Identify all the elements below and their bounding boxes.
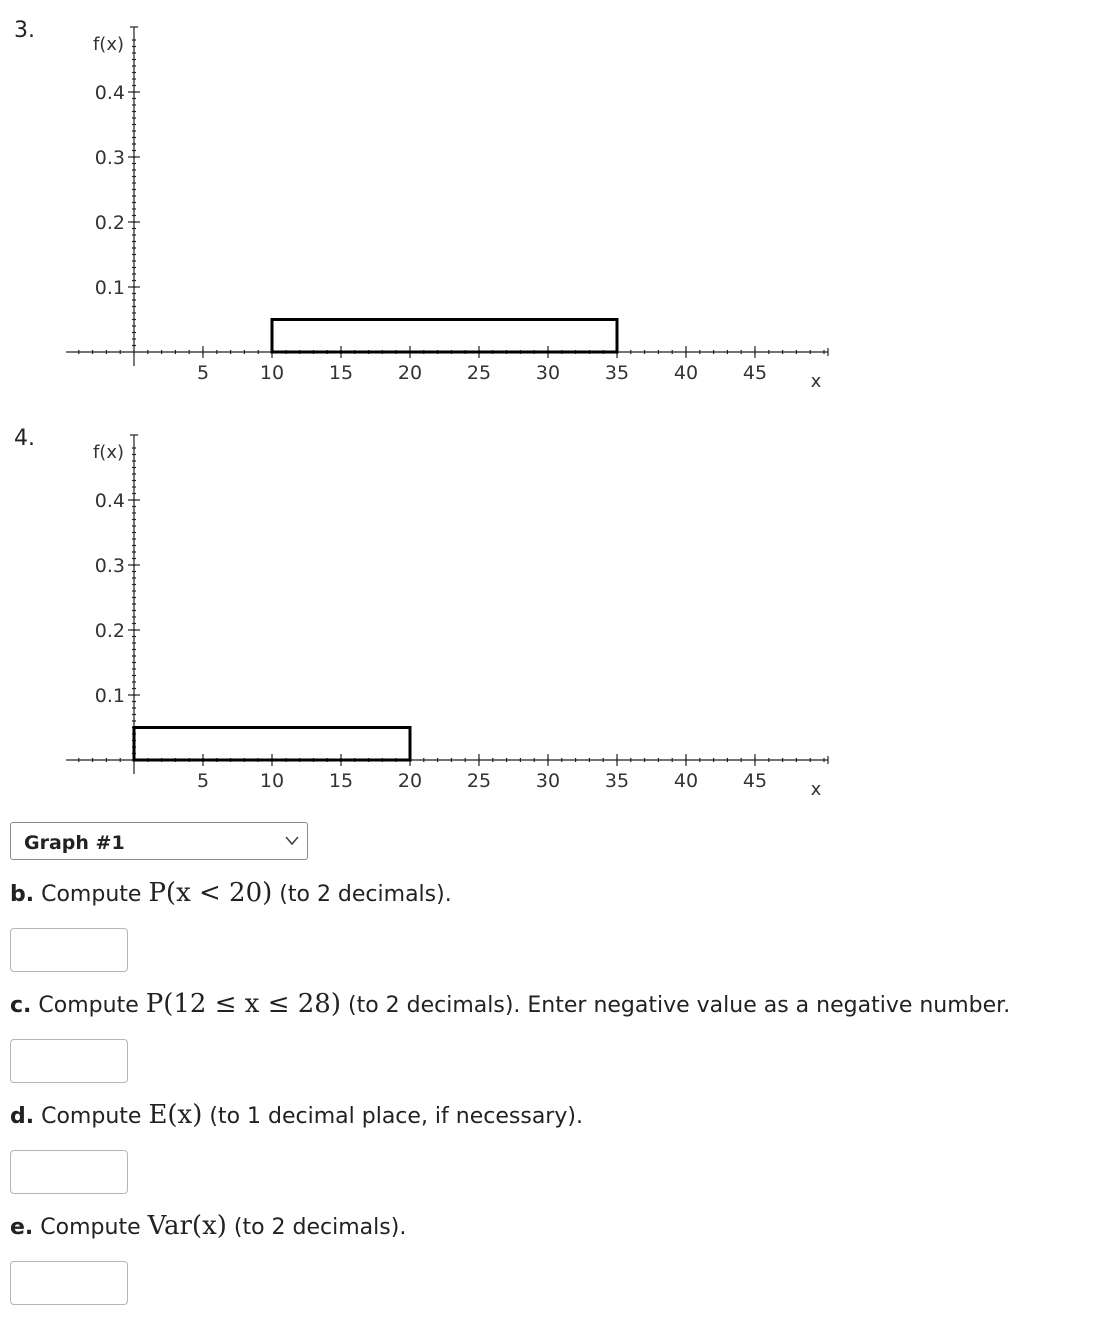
question-c xyxy=(10,989,1010,1019)
question-e xyxy=(10,1211,406,1241)
y-tick-label: 0.4 xyxy=(94,490,125,512)
question-letter: b. xyxy=(10,882,35,907)
question-letter: c. xyxy=(10,993,32,1018)
x-tick-label: 25 xyxy=(466,770,492,792)
question-math: P(x < 20) xyxy=(148,878,273,908)
chevron-down-icon xyxy=(285,836,299,846)
x-tick-label: 15 xyxy=(328,362,354,384)
question-prefix: Compute xyxy=(38,993,139,1018)
y-tick-label: 0.3 xyxy=(94,147,125,169)
x-tick-label: 20 xyxy=(397,362,423,384)
question-d xyxy=(10,1100,583,1130)
x-tick-label: 30 xyxy=(535,770,561,792)
x-tick-label: 40 xyxy=(673,770,699,792)
x-tick-label: 45 xyxy=(742,770,768,792)
x-tick-label: 30 xyxy=(535,362,561,384)
question-prefix: Compute xyxy=(41,1104,142,1129)
x-tick-label: 5 xyxy=(196,770,210,792)
x-tick-label: 5 xyxy=(196,362,210,384)
y-tick-label: 0.1 xyxy=(94,685,125,707)
question-letter: d. xyxy=(10,1104,35,1129)
y-axis-label: f(x) xyxy=(92,442,124,463)
question-prefix: Compute xyxy=(41,882,142,907)
y-tick-label: 0.2 xyxy=(94,212,125,234)
y-axis-label: f(x) xyxy=(92,34,124,55)
uniform-distribution-graph-4 xyxy=(0,408,860,808)
question-suffix: (to 2 decimals). Enter negative value as a negative number. xyxy=(347,993,1011,1018)
x-tick-label: 35 xyxy=(604,362,630,384)
answer-c-input[interactable] xyxy=(10,1039,128,1083)
item-number: 4. xyxy=(14,426,35,451)
uniform-distribution-graph-3 xyxy=(0,0,860,400)
x-axis-label: x xyxy=(810,371,822,392)
question-prefix: Compute xyxy=(40,1215,141,1240)
question-math: Var(x) xyxy=(147,1211,227,1241)
y-tick-label: 0.3 xyxy=(94,555,125,577)
answer-e-input[interactable] xyxy=(10,1261,128,1305)
x-tick-label: 45 xyxy=(742,362,768,384)
graph-select-value: Graph #1 xyxy=(24,832,125,854)
question-math: E(x) xyxy=(148,1100,203,1130)
x-tick-label: 10 xyxy=(259,362,285,384)
x-tick-label: 15 xyxy=(328,770,354,792)
question-letter: e. xyxy=(10,1215,34,1240)
density-rectangle xyxy=(272,320,617,353)
x-tick-label: 10 xyxy=(259,770,285,792)
x-tick-label: 40 xyxy=(673,362,699,384)
y-tick-label: 0.2 xyxy=(94,620,125,642)
x-axis-label: x xyxy=(810,779,822,800)
y-tick-label: 0.4 xyxy=(94,82,125,104)
question-b xyxy=(10,878,452,908)
question-suffix: (to 1 decimal place, if necessary). xyxy=(209,1104,583,1129)
question-suffix: (to 2 decimals). xyxy=(233,1215,407,1240)
question-math: P(12 ≤ x ≤ 28) xyxy=(145,989,341,1019)
item-number: 3. xyxy=(14,18,35,43)
graph-select-dropdown[interactable] xyxy=(10,822,308,860)
x-tick-label: 20 xyxy=(397,770,423,792)
x-tick-label: 25 xyxy=(466,362,492,384)
answer-b-input[interactable] xyxy=(10,928,128,972)
question-suffix: (to 2 decimals). xyxy=(279,882,452,907)
x-tick-label: 35 xyxy=(604,770,630,792)
answer-d-input[interactable] xyxy=(10,1150,128,1194)
y-tick-label: 0.1 xyxy=(94,277,125,299)
